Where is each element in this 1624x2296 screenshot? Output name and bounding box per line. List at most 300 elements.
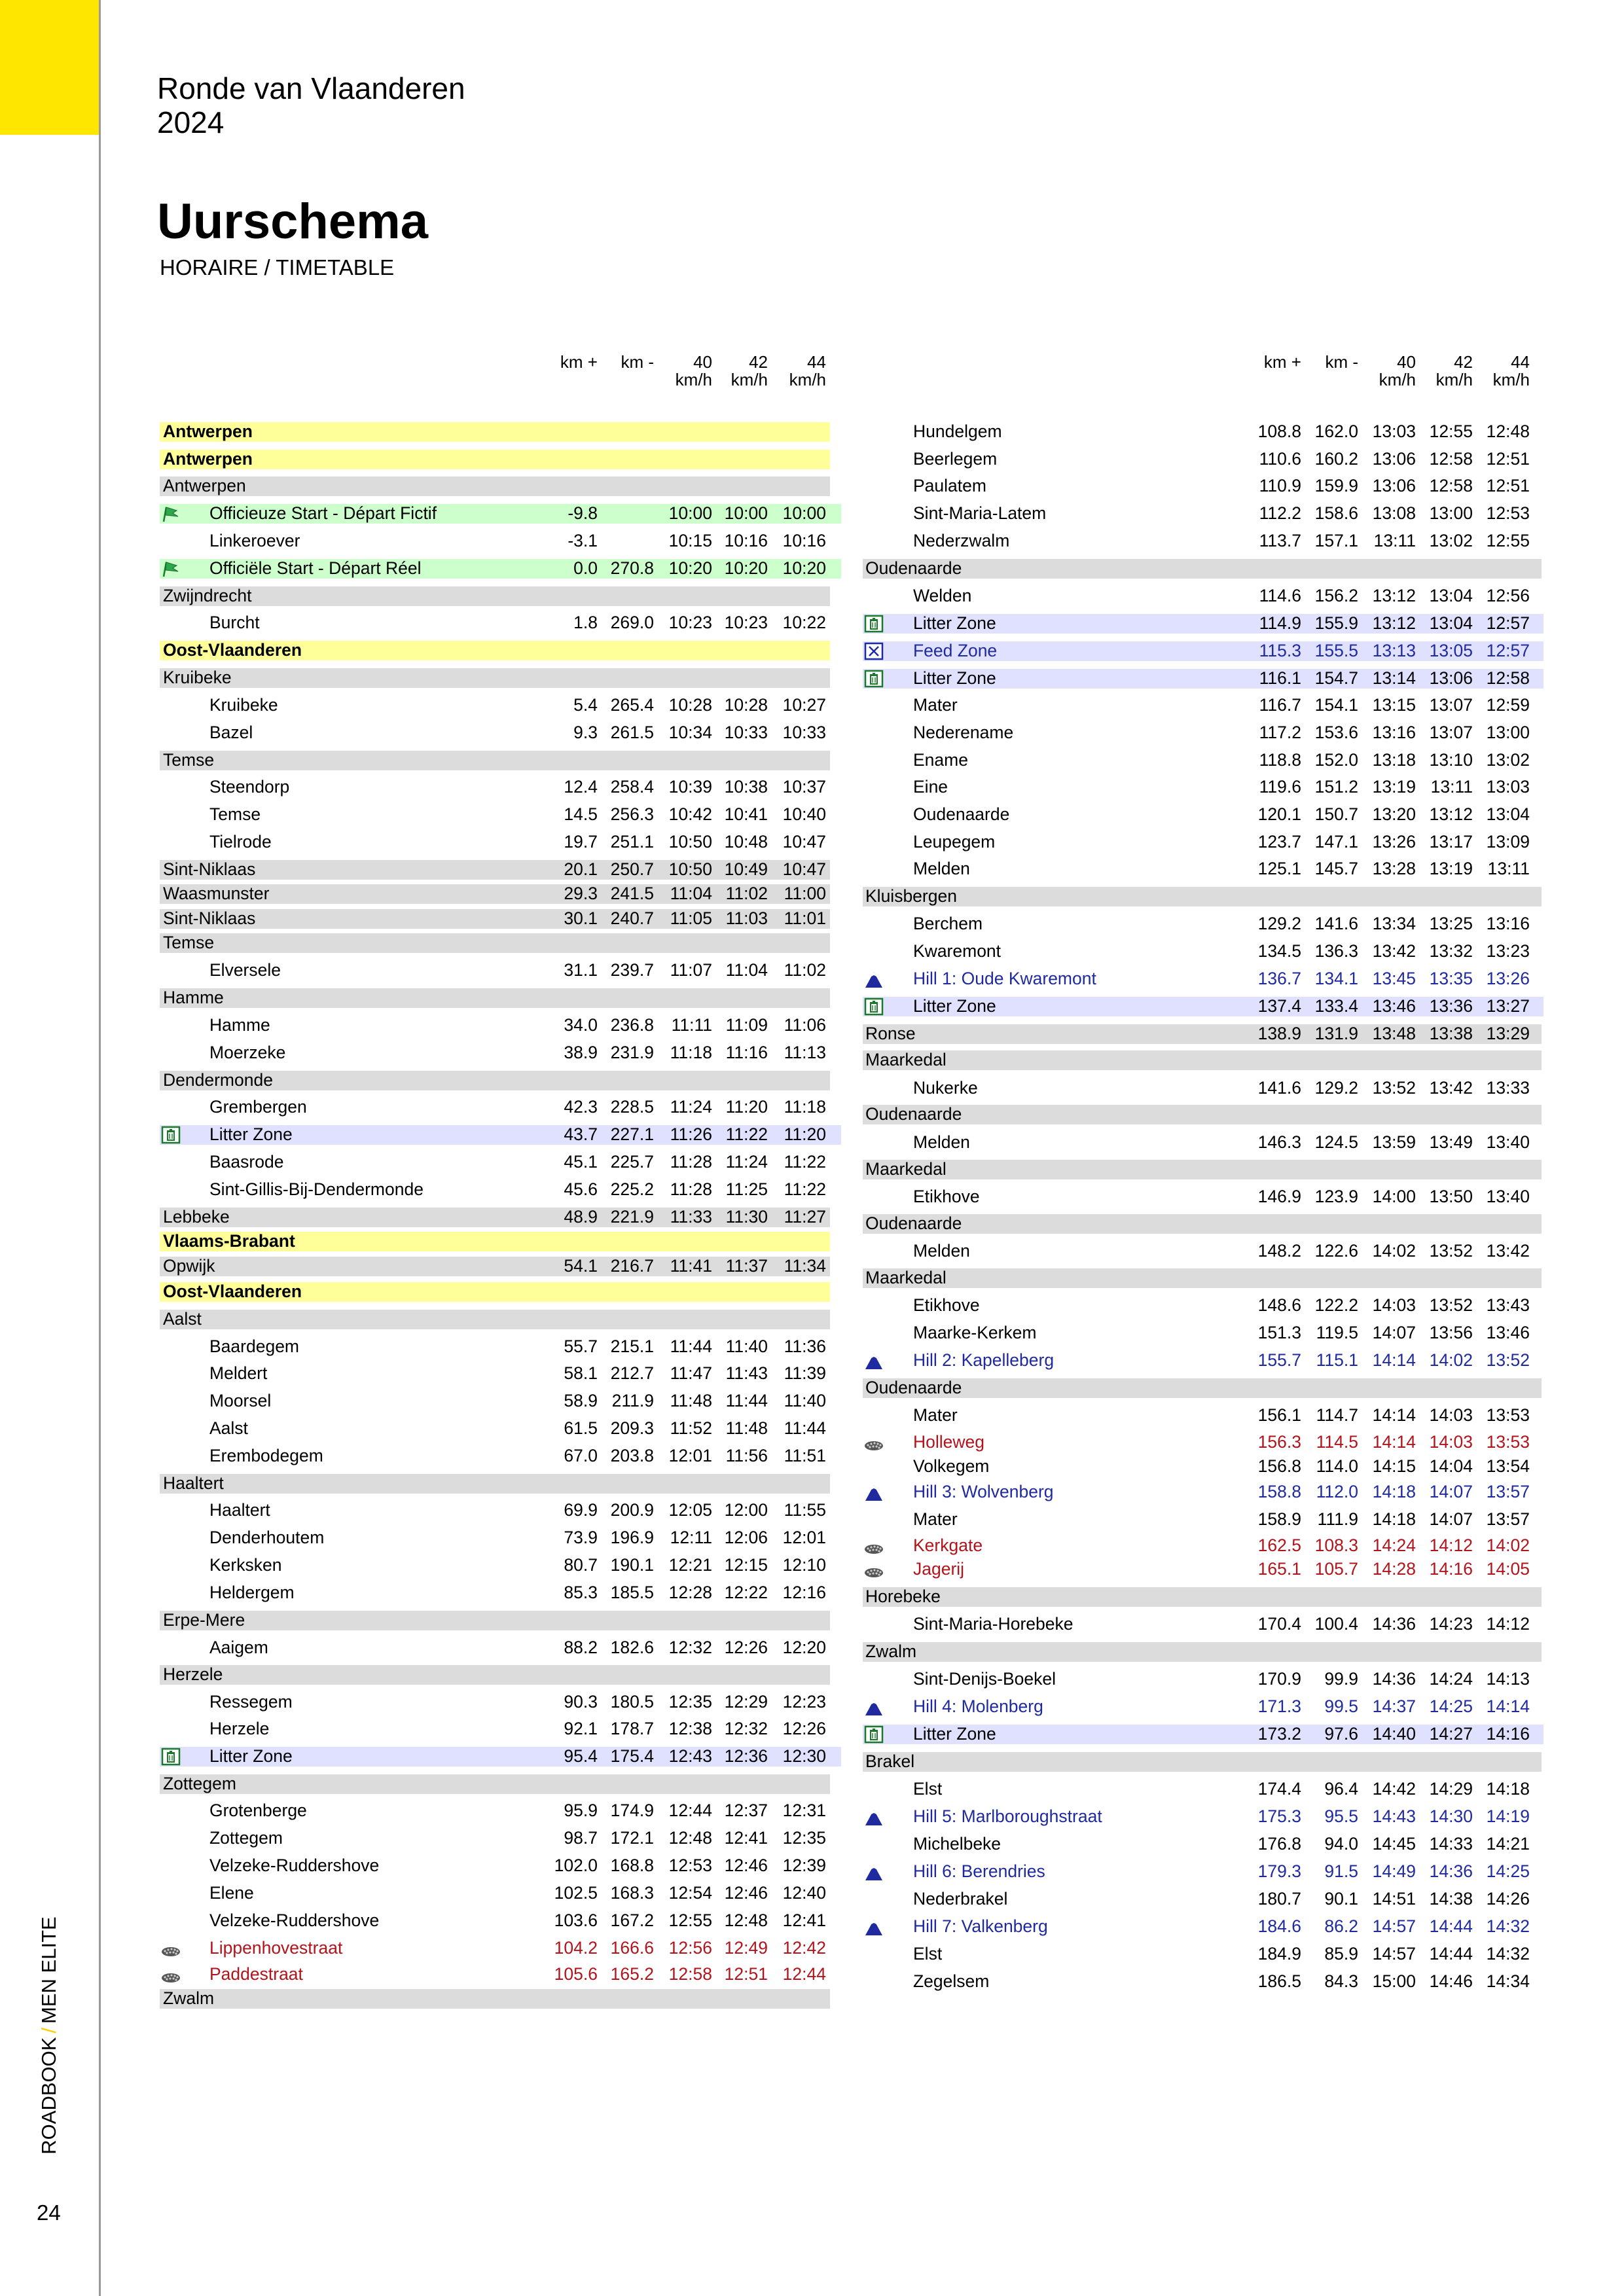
km-plus: 114.6 [1259, 586, 1301, 605]
time-42-kmh: 12:36 [724, 1746, 768, 1766]
time-44-kmh: 12:48 [1486, 422, 1530, 441]
right-row-place [0, 1240, 1624, 1262]
km-plus: 137.4 [1257, 996, 1301, 1016]
location-name: Sint-Niklaas [163, 859, 256, 879]
km-plus: 113.7 [1259, 531, 1301, 550]
km-plus: 114.9 [1259, 613, 1301, 633]
right-row-cobble [0, 1431, 1624, 1453]
location-name: Zwalm [163, 1988, 215, 2008]
time-44-kmh: 14:32 [1486, 1916, 1530, 1936]
time-40-kmh: 11:26 [670, 1124, 712, 1144]
time-42-kmh: 13:38 [1429, 1024, 1473, 1043]
location-name: Oudenaarde [865, 1104, 962, 1124]
km-minus: 123.9 [1314, 1187, 1358, 1206]
right-row-hill [0, 1481, 1624, 1503]
km-minus: 122.2 [1314, 1295, 1358, 1315]
time-40-kmh: 13:19 [1372, 777, 1416, 797]
km-plus: -9.8 [568, 503, 598, 523]
location-name: Baasrode [209, 1152, 284, 1172]
time-42-kmh: 13:07 [1429, 695, 1473, 715]
time-40-kmh: 13:46 [1372, 996, 1416, 1016]
right-row-place [0, 503, 1624, 524]
right-row-place [0, 1778, 1624, 1800]
location-name: Mater [913, 1405, 958, 1425]
km-minus: 136.3 [1314, 941, 1358, 961]
time-40-kmh: 13:12 [1372, 586, 1416, 605]
location-name: Melden [913, 1132, 970, 1152]
hill-icon [864, 1863, 884, 1881]
right-row-place [0, 1613, 1624, 1635]
km-minus: 203.8 [610, 1446, 654, 1465]
km-minus: 111.9 [1317, 1509, 1358, 1529]
km-minus: 147.1 [1314, 832, 1358, 852]
time-44-kmh: 14:05 [1486, 1559, 1530, 1579]
row-background [863, 887, 1542, 906]
location-name: Tielrode [209, 832, 272, 852]
location-name: Zottegem [163, 1774, 236, 1793]
km-plus: 88.2 [564, 1638, 598, 1657]
time-40-kmh: 11:28 [670, 1179, 712, 1199]
km-plus: 170.9 [1257, 1669, 1301, 1689]
location-name: Oudenaarde [913, 804, 1010, 824]
time-42-kmh: 13:19 [1429, 859, 1473, 878]
location-name: Ename [913, 750, 968, 770]
location-name: Kerkgate [913, 1535, 983, 1555]
km-minus: 105.7 [1314, 1559, 1358, 1579]
left-col-header-s44 [721, 353, 826, 389]
location-name: Sint-Denijs-Boekel [913, 1669, 1056, 1689]
location-name: Baardegem [209, 1336, 300, 1356]
time-40-kmh: 12:44 [668, 1801, 712, 1820]
time-44-kmh: 12:59 [1486, 695, 1530, 715]
time-44-kmh: 13:40 [1486, 1132, 1530, 1152]
time-40-kmh: 13:42 [1372, 941, 1416, 961]
time-40-kmh: 13:26 [1372, 832, 1416, 852]
location-name: Herzele [209, 1719, 270, 1738]
km-minus: 131.9 [1314, 1024, 1358, 1043]
row-background [863, 1214, 1542, 1234]
location-name: Erembodegem [209, 1446, 323, 1465]
km-plus: 102.0 [554, 1856, 598, 1875]
time-42-kmh: 13:50 [1429, 1187, 1473, 1206]
location-name: Linkeroever [209, 531, 300, 550]
location-name: Haaltert [163, 1473, 224, 1493]
km-plus: 148.6 [1257, 1295, 1301, 1315]
right-row-zone [0, 613, 1624, 634]
col-header-unit: km/h [675, 370, 712, 389]
row-background [863, 1642, 1542, 1662]
time-40-kmh: 12:11 [670, 1528, 712, 1547]
km-plus: 123.7 [1257, 832, 1301, 852]
time-42-kmh: 14:02 [1429, 1350, 1473, 1370]
right-row-city [0, 558, 1624, 579]
km-minus: 112.0 [1316, 1482, 1358, 1501]
location-name: Litter Zone [209, 1746, 293, 1766]
time-44-kmh: 12:30 [782, 1746, 826, 1766]
time-42-kmh: 14:38 [1429, 1889, 1473, 1909]
location-name: Officieuze Start - Départ Fictif [209, 503, 437, 523]
km-minus: 97.6 [1324, 1724, 1358, 1744]
time-40-kmh: 14:07 [1372, 1323, 1416, 1342]
km-plus: 61.5 [564, 1418, 598, 1438]
km-plus: 179.3 [1257, 1861, 1301, 1881]
right-row-place [0, 858, 1624, 880]
time-40-kmh: 13:15 [1372, 695, 1416, 715]
km-plus: 1.8 [573, 613, 598, 632]
location-name: Officiële Start - Départ Réel [209, 558, 422, 578]
time-40-kmh: 11:48 [670, 1391, 712, 1410]
time-40-kmh: 13:18 [1372, 750, 1416, 770]
location-name: Litter Zone [913, 1724, 996, 1744]
km-minus: 152.0 [1314, 750, 1358, 770]
location-name: Litter Zone [209, 1124, 293, 1144]
time-42-kmh: 14:30 [1429, 1806, 1473, 1826]
time-40-kmh: 11:07 [670, 960, 712, 980]
time-44-kmh: 13:26 [1486, 969, 1530, 988]
time-44-kmh: 13:03 [1486, 777, 1530, 797]
km-minus: 141.6 [1314, 914, 1358, 933]
km-plus: 73.9 [564, 1528, 598, 1547]
time-42-kmh: 13:07 [1429, 723, 1473, 742]
km-minus: 108.3 [1314, 1535, 1358, 1555]
km-minus: 122.6 [1314, 1241, 1358, 1261]
time-40-kmh: 14:57 [1372, 1944, 1416, 1964]
right-row-city [0, 1641, 1624, 1662]
location-name: Sint-Maria-Latem [913, 503, 1047, 523]
hill-icon [864, 1483, 884, 1501]
time-44-kmh: 13:02 [1486, 750, 1530, 770]
km-plus: 67.0 [564, 1446, 598, 1465]
location-name: Hamme [163, 988, 224, 1007]
time-44-kmh: 12:26 [782, 1719, 826, 1738]
time-44-kmh: 14:34 [1486, 1971, 1530, 1991]
location-name: Aalst [209, 1418, 248, 1438]
race-year: 2024 [157, 105, 225, 139]
location-name: Hill 2: Kapelleberg [913, 1350, 1055, 1370]
time-44-kmh: 10:16 [782, 531, 826, 550]
right-row-citydata [0, 1023, 1624, 1045]
time-42-kmh: 13:36 [1429, 996, 1473, 1016]
location-name: Hill 1: Oude Kwaremont [913, 969, 1096, 988]
location-name: Berchem [913, 914, 983, 933]
location-name: Kruibeke [163, 668, 232, 687]
location-name: Oudenaarde [865, 558, 962, 578]
time-42-kmh: 13:49 [1429, 1132, 1473, 1152]
time-40-kmh: 10:23 [668, 613, 712, 632]
right-row-city [0, 1103, 1624, 1125]
km-minus: 129.2 [1314, 1078, 1358, 1098]
time-44-kmh: 14:16 [1486, 1724, 1530, 1744]
time-40-kmh: 12:32 [668, 1638, 712, 1657]
km-plus: 174.4 [1257, 1779, 1301, 1799]
time-42-kmh: 12:15 [724, 1555, 768, 1575]
col-header-unit: km/h [789, 370, 826, 389]
time-42-kmh: 10:20 [724, 558, 768, 578]
time-44-kmh: 13:04 [1486, 804, 1530, 824]
km-plus: 112.2 [1259, 503, 1301, 523]
km-minus: 157.1 [1314, 531, 1358, 550]
km-minus: 162.0 [1314, 422, 1358, 441]
location-name: Denderhoutem [209, 1528, 325, 1547]
page-subtitle: HORAIRE / TIMETABLE [160, 255, 395, 279]
race-title: Ronde van Vlaanderen [157, 71, 465, 105]
km-plus: 171.3 [1257, 1696, 1301, 1716]
location-name: Erpe-Mere [163, 1610, 245, 1630]
time-40-kmh: 14:14 [1372, 1405, 1416, 1425]
time-44-kmh: 12:40 [782, 1883, 826, 1903]
time-40-kmh: 12:35 [668, 1692, 712, 1712]
time-40-kmh: 14:40 [1372, 1724, 1416, 1744]
time-44-kmh: 13:57 [1486, 1482, 1530, 1501]
hill-icon [864, 1918, 884, 1936]
cobblestone-icon [864, 1433, 884, 1452]
time-44-kmh: 14:14 [1486, 1696, 1530, 1716]
location-name: Holleweg [913, 1432, 985, 1452]
col-header-label: 44 [1511, 352, 1530, 372]
location-name: Ronse [865, 1024, 916, 1043]
km-plus: 14.5 [564, 804, 598, 824]
time-44-kmh: 12:39 [782, 1856, 826, 1875]
km-plus: 146.3 [1257, 1132, 1301, 1152]
time-42-kmh: 13:02 [1429, 531, 1473, 550]
location-name: Volkegem [913, 1456, 990, 1476]
time-44-kmh: 12:31 [782, 1801, 826, 1820]
time-44-kmh: 12:51 [1486, 449, 1530, 469]
time-44-kmh: 10:40 [782, 804, 826, 824]
time-40-kmh: 10:28 [668, 695, 712, 715]
time-42-kmh: 13:52 [1429, 1241, 1473, 1261]
time-42-kmh: 14:46 [1429, 1971, 1473, 1991]
time-44-kmh: 10:00 [782, 503, 826, 523]
right-row-place [0, 913, 1624, 935]
time-42-kmh: 14:44 [1429, 1916, 1473, 1936]
km-plus: 45.6 [564, 1179, 598, 1199]
time-40-kmh: 12:01 [668, 1446, 712, 1465]
time-40-kmh: 11:24 [670, 1097, 712, 1117]
location-name: Elst [913, 1944, 943, 1964]
km-minus: 86.2 [1324, 1916, 1358, 1936]
location-name: Maarkedal [865, 1050, 947, 1069]
row-background [863, 1587, 1542, 1607]
time-42-kmh: 11:40 [725, 1336, 768, 1356]
location-name: Grembergen [209, 1097, 307, 1117]
time-42-kmh: 13:35 [1429, 969, 1473, 988]
litter-bin-icon [864, 997, 884, 1016]
time-42-kmh: 10:49 [724, 859, 768, 879]
location-name: Litter Zone [913, 668, 996, 688]
time-42-kmh: 13:12 [1429, 804, 1473, 824]
km-minus: 145.7 [1314, 859, 1358, 878]
time-40-kmh: 13:08 [1372, 503, 1416, 523]
hill-icon [864, 1698, 884, 1716]
yellow-corner-block [0, 0, 99, 135]
right-row-place [0, 694, 1624, 716]
km-plus: 20.1 [564, 859, 598, 879]
km-minus: 174.9 [610, 1801, 654, 1820]
time-40-kmh: 13:13 [1372, 641, 1416, 660]
right-row-place [0, 1186, 1624, 1208]
location-name: Antwerpen [163, 476, 246, 495]
time-40-kmh: 13:59 [1372, 1132, 1416, 1152]
location-name: Kruibeke [209, 695, 278, 715]
km-plus: 119.6 [1259, 777, 1301, 797]
km-plus: -3.1 [568, 531, 598, 550]
km-minus: 196.9 [610, 1528, 654, 1547]
time-44-kmh: 12:55 [1486, 531, 1530, 550]
time-44-kmh: 12:57 [1486, 641, 1530, 660]
right-row-zone [0, 640, 1624, 662]
km-minus: 134.1 [1314, 969, 1358, 988]
km-minus: 165.2 [610, 1964, 654, 1984]
time-44-kmh: 12:51 [1486, 476, 1530, 495]
col-header-unit: km/h [731, 370, 768, 389]
km-plus: 45.1 [564, 1152, 598, 1172]
time-42-kmh: 13:32 [1429, 941, 1473, 961]
km-plus: 116.7 [1259, 695, 1301, 715]
location-name: Etikhove [913, 1187, 980, 1206]
time-40-kmh: 14:02 [1372, 1241, 1416, 1261]
time-44-kmh: 13:53 [1486, 1405, 1530, 1425]
time-40-kmh: 14:28 [1372, 1559, 1416, 1579]
right-row-place [0, 804, 1624, 825]
time-44-kmh: 14:12 [1486, 1614, 1530, 1634]
time-44-kmh: 10:27 [782, 695, 826, 715]
right-row-zone [0, 1723, 1624, 1745]
time-42-kmh: 11:30 [725, 1207, 768, 1227]
km-minus: 114.7 [1316, 1405, 1358, 1425]
time-40-kmh: 12:58 [668, 1964, 712, 1984]
time-42-kmh: 11:02 [725, 884, 768, 903]
time-44-kmh: 14:32 [1486, 1944, 1530, 1964]
time-42-kmh: 11:37 [725, 1256, 768, 1276]
time-40-kmh: 11:47 [670, 1363, 712, 1383]
time-42-kmh: 10:41 [724, 804, 768, 824]
time-44-kmh: 13:23 [1486, 941, 1530, 961]
location-name: Maarkedal [865, 1268, 947, 1287]
row-background [863, 559, 1542, 579]
km-plus: 30.1 [564, 908, 598, 928]
km-plus: 110.9 [1259, 476, 1301, 495]
location-name: Zegelsem [913, 1971, 990, 1991]
time-44-kmh: 14:18 [1486, 1779, 1530, 1799]
right-row-place [0, 1077, 1624, 1099]
time-42-kmh: 14:44 [1429, 1944, 1473, 1964]
right-row-hill [0, 1350, 1624, 1371]
km-plus: 170.4 [1257, 1614, 1301, 1634]
col-header-label: 42 [1454, 352, 1473, 372]
time-44-kmh: 12:01 [782, 1528, 826, 1547]
right-row-place [0, 1971, 1624, 1992]
km-minus: 240.7 [610, 908, 654, 928]
km-plus: 104.2 [554, 1938, 598, 1958]
km-plus: 92.1 [564, 1719, 598, 1738]
time-40-kmh: 11:41 [670, 1256, 712, 1276]
location-name: Nukerke [913, 1078, 978, 1098]
km-plus: 134.5 [1257, 941, 1301, 961]
time-40-kmh: 13:06 [1372, 476, 1416, 495]
location-name: Oost-Vlaanderen [163, 640, 302, 660]
location-name: Brakel [865, 1751, 915, 1771]
right-row-zone [0, 668, 1624, 689]
time-42-kmh: 13:17 [1429, 832, 1473, 852]
km-minus: 250.7 [610, 859, 654, 879]
km-minus: 200.9 [610, 1500, 654, 1520]
right-row-place [0, 1132, 1624, 1153]
time-40-kmh: 10:39 [668, 777, 712, 797]
location-name: Zwijndrecht [163, 586, 252, 605]
km-plus: 102.5 [554, 1883, 598, 1903]
location-name: Kerksken [209, 1555, 282, 1575]
location-name: Bazel [209, 723, 253, 742]
km-plus: 158.8 [1257, 1482, 1301, 1501]
location-name: Oudenaarde [865, 1213, 962, 1233]
km-plus: 69.9 [564, 1500, 598, 1520]
km-minus: 228.5 [610, 1097, 654, 1117]
km-minus: 95.5 [1324, 1806, 1358, 1826]
col-header-label: km + [560, 352, 598, 372]
right-row-city [0, 1586, 1624, 1607]
time-42-kmh: 13:25 [1429, 914, 1473, 933]
time-42-kmh: 11:44 [725, 1391, 768, 1410]
km-plus: 95.9 [564, 1801, 598, 1820]
time-40-kmh: 13:06 [1372, 449, 1416, 469]
km-plus: 54.1 [564, 1256, 598, 1276]
location-name: Beerlegem [913, 449, 998, 469]
location-name: Paddestraat [209, 1964, 303, 1984]
km-minus: 172.1 [610, 1828, 654, 1848]
time-42-kmh: 12:51 [724, 1964, 768, 1984]
km-plus: 108.8 [1257, 422, 1301, 441]
time-40-kmh: 10:50 [668, 859, 712, 879]
time-42-kmh: 12:32 [724, 1719, 768, 1738]
time-40-kmh: 10:20 [668, 558, 712, 578]
km-plus: 103.6 [554, 1910, 598, 1930]
time-40-kmh: 14:36 [1372, 1614, 1416, 1634]
row-background [863, 1268, 1542, 1288]
km-plus: 48.9 [564, 1207, 598, 1227]
km-plus: 120.1 [1257, 804, 1301, 824]
location-name: Oudenaarde [865, 1378, 962, 1397]
km-plus: 105.6 [554, 1964, 598, 1984]
time-42-kmh: 13:05 [1429, 641, 1473, 660]
time-40-kmh: 11:18 [670, 1043, 712, 1062]
time-40-kmh: 12:48 [668, 1828, 712, 1848]
km-minus: 261.5 [610, 723, 654, 742]
km-minus: 180.5 [610, 1692, 654, 1712]
km-minus: 185.5 [610, 1583, 654, 1602]
right-row-cobble [0, 1535, 1624, 1556]
location-name: Sint-Maria-Horebeke [913, 1614, 1074, 1634]
time-42-kmh: 14:36 [1429, 1861, 1473, 1881]
km-minus: 100.4 [1314, 1614, 1358, 1634]
time-42-kmh: 12:06 [724, 1528, 768, 1547]
time-42-kmh: 11:03 [725, 908, 768, 928]
time-44-kmh: 12:10 [782, 1555, 826, 1575]
km-plus: 43.7 [564, 1124, 598, 1144]
time-40-kmh: 14:37 [1372, 1696, 1416, 1716]
km-plus: 165.1 [1257, 1559, 1301, 1579]
location-name: Meldert [209, 1363, 268, 1383]
location-name: Hill 4: Molenberg [913, 1696, 1043, 1716]
location-name: Vlaams-Brabant [163, 1231, 295, 1251]
time-40-kmh: 13:48 [1372, 1024, 1416, 1043]
location-name: Dendermonde [163, 1070, 273, 1090]
col-header-unit: km/h [1435, 370, 1473, 389]
time-42-kmh: 14:23 [1429, 1614, 1473, 1634]
km-plus: 115.3 [1259, 641, 1301, 660]
time-40-kmh: 12:05 [668, 1500, 712, 1520]
km-minus: 153.6 [1314, 723, 1358, 742]
